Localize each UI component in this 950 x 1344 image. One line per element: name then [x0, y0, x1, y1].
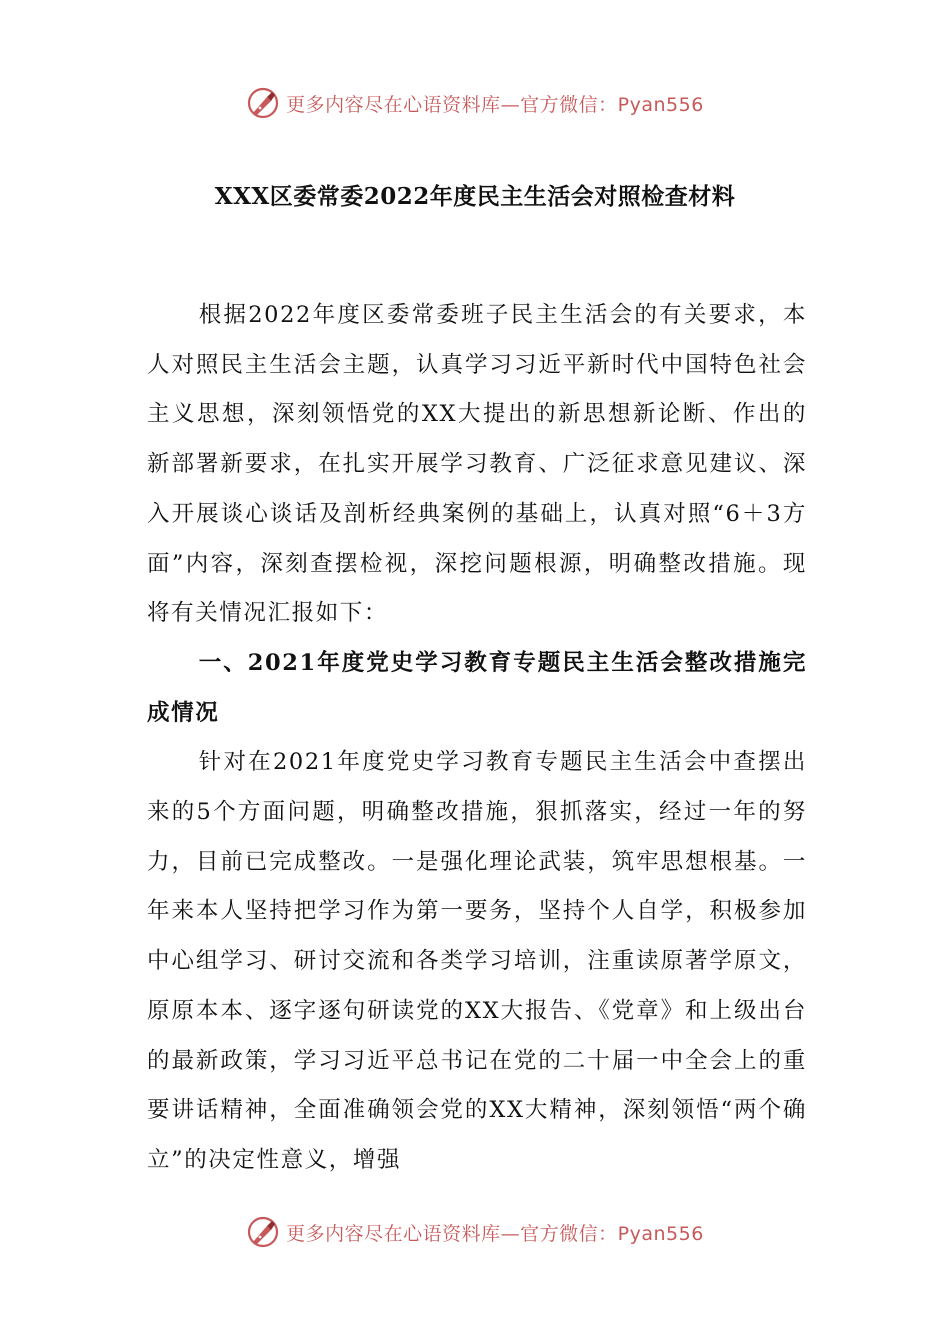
wechat-id: Pyan556 — [617, 1222, 704, 1245]
banner-text: 更多内容尽在心语资料库—官方微信：Pyan556 — [286, 1222, 704, 1245]
wechat-id: Pyan556 — [617, 93, 704, 116]
pen-nib-logo-icon — [246, 1215, 280, 1249]
document-body — [147, 291, 807, 1186]
intro-paragraph: 根据2022年度区委常委班子民主生活会的有关要求，本人对照民主生活会主题，认真学习习近平新时代中国特色社会主义思想，深刻领悟党的XX大提出的新思想新论断、作出的新部署新要求，在扎实开展学习教育、广泛征求意见建议、深入开展谈心谈话及剖析经典案例的基础上，认真对照“6＋3方面”内容，深刻查摆检视，深挖问题根源，明确整改措施。现将有关情况汇报如下： — [147, 302, 807, 627]
section-heading: 一、2021年度党史学习教育专题民主生活会整改措施完成情况 — [147, 649, 807, 726]
footer-banner — [0, 1208, 950, 1256]
pen-nib-logo-icon — [246, 86, 280, 120]
banner-text: 更多内容尽在心语资料库—官方微信：Pyan556 — [286, 93, 704, 116]
section-paragraph: 针对在2021年度党史学习教育专题民主生活会中查摆出来的5个方面问题，明确整改措施，狠抓落实，经过一年的努力，目前已完成整改。一是强化理论武装，筑牢思想根基。一年来本人坚持把学习作为第一要务，坚持个人自学，积极参加中心组学习、研讨交流和各类学习培训，注重读原著学原文，原原本本、逐字逐句研读党的XX大报告、《党章》和上级出台的最新政策，学习习近平总书记在党的二十届一中全会上的重要讲话精神，全面准确领会党的XX大精神，深刻领悟“两个确立”的决定性意义，增强 — [147, 749, 807, 1173]
document-title: XXX区委常委2022年度民主生活会对照检查材料 — [214, 183, 736, 210]
header-banner — [0, 79, 950, 127]
